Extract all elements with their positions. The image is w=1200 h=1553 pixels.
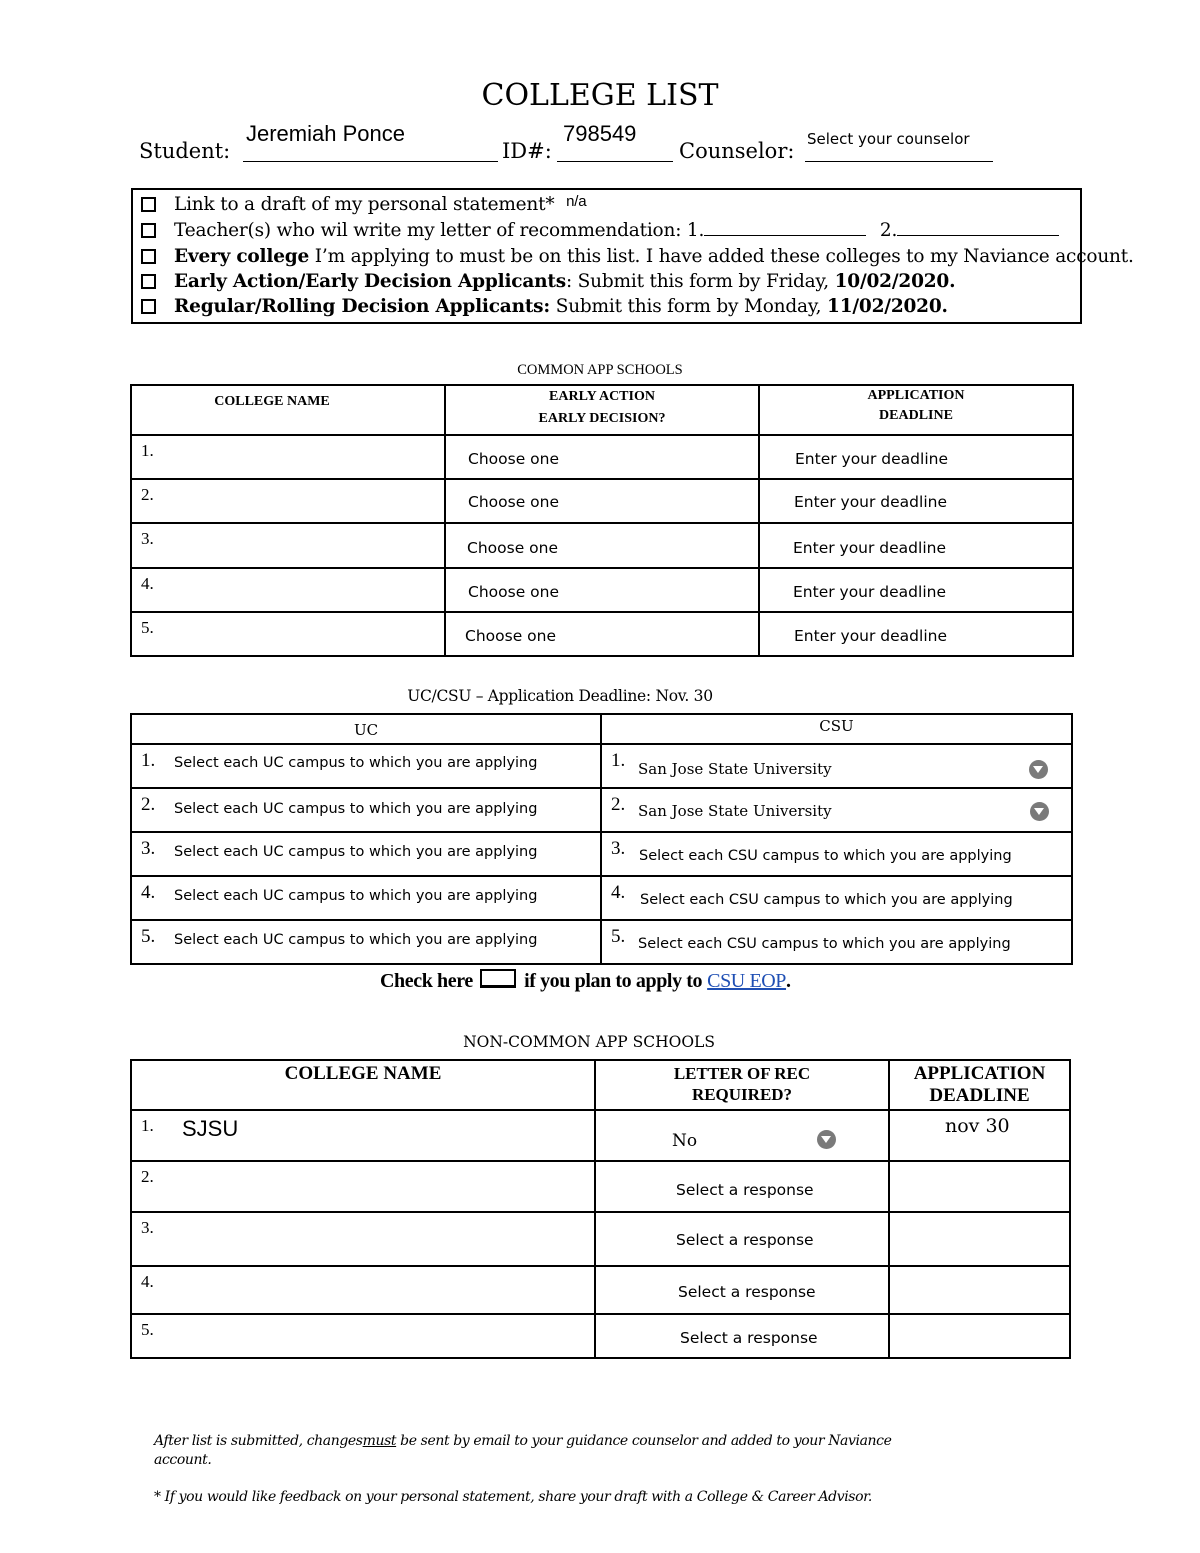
teachers-label: Teacher(s) who wil write my letter of recommendation: (174, 220, 682, 241)
teacher2-field[interactable] (897, 235, 1059, 236)
uc-campus-select[interactable]: Select each UC campus to which you are applying (174, 755, 538, 771)
chevron-down-icon[interactable] (1029, 760, 1048, 779)
table-row (131, 612, 1073, 656)
col-deadline-line2: DEADLINE (879, 408, 953, 423)
row-number: 2. (611, 794, 626, 815)
row-number: 1. (141, 441, 154, 460)
letter-select[interactable]: Select a response (680, 1329, 818, 1347)
non-common-title: NON-COMMON APP SCHOOLS (463, 1033, 715, 1051)
deadline-cell[interactable] (759, 479, 1073, 523)
uc-csu-table (130, 713, 1073, 965)
col-deadline-line1: APPLICATION (913, 1063, 1046, 1084)
deadline-input[interactable]: Enter your deadline (794, 493, 947, 511)
col-deadline-line1: APPLICATION (867, 388, 965, 403)
non-common-table (130, 1059, 1071, 1359)
row-number: 4. (141, 574, 154, 593)
table-header-row (131, 1060, 1070, 1110)
col-deadline (889, 1060, 1070, 1110)
row-number: 1. (141, 1116, 154, 1135)
letter-cell[interactable] (595, 1266, 889, 1314)
row-number: 5. (141, 618, 154, 637)
teacher1-field[interactable] (704, 235, 866, 236)
uc-campus-select[interactable]: Select each UC campus to which you are applying (174, 888, 538, 904)
csu-cell[interactable] (601, 832, 1072, 876)
student-underline (243, 161, 498, 162)
early-cell[interactable] (445, 523, 759, 568)
college-name-input[interactable]: SJSU (182, 1116, 239, 1141)
every-college-label: I’m applying to must be on this list. I have added these colleges to my Naviance account. (314, 246, 1134, 267)
deadline-cell[interactable] (759, 435, 1073, 479)
page-title: COLLEGE LIST (481, 78, 719, 113)
uc-csu-title: UC/CSU – Application Deadline: Nov. 30 (407, 687, 713, 705)
csu-cell[interactable] (601, 876, 1072, 920)
letter-select[interactable]: No (672, 1131, 698, 1151)
early-select[interactable]: Choose one (468, 450, 559, 468)
table-row (131, 876, 1072, 920)
common-app-title: COMMON APP SCHOOLS (517, 362, 683, 378)
college-name-cell[interactable] (131, 1212, 595, 1266)
every-college-bold: Every college (174, 246, 310, 267)
statement-checkbox[interactable] (141, 197, 156, 212)
regular-checkbox[interactable] (141, 299, 156, 314)
college-name-cell[interactable] (131, 1110, 595, 1161)
teacher2-label: 2. (879, 220, 898, 241)
chevron-down-icon[interactable] (1030, 802, 1049, 821)
college-name-cell[interactable] (131, 435, 445, 479)
regular-bold: Regular/Rolling Decision Applicants: (174, 296, 551, 317)
letter-cell[interactable] (595, 1110, 889, 1161)
id-underline (557, 161, 673, 162)
csu-cell[interactable] (601, 744, 1072, 788)
checklist-item-teachers (141, 220, 1059, 241)
college-name-cell[interactable] (131, 479, 445, 523)
teachers-checkbox[interactable] (141, 223, 156, 238)
deadline-cell[interactable] (889, 1161, 1070, 1212)
early-cell[interactable] (445, 612, 759, 656)
early-select[interactable]: Choose one (465, 627, 556, 645)
eop-line (380, 969, 791, 993)
col-early-line1: EARLY ACTION (549, 389, 655, 404)
eop-suffix: . (786, 970, 791, 992)
letter-cell[interactable] (595, 1212, 889, 1266)
early-select[interactable]: Choose one (468, 493, 559, 511)
row-number: 3. (611, 838, 626, 859)
early-cell[interactable] (445, 435, 759, 479)
chevron-down-icon[interactable] (817, 1130, 836, 1149)
uc-cell[interactable] (131, 788, 601, 832)
col-letter (595, 1060, 889, 1110)
table-row (131, 435, 1073, 479)
statement-link-field[interactable]: n/a (566, 193, 587, 210)
table-row (131, 1266, 1070, 1314)
deadline-cell[interactable] (889, 1110, 1070, 1161)
eop-prefix: Check here (380, 970, 473, 992)
college-name-cell[interactable] (131, 1161, 595, 1212)
letter-cell[interactable] (595, 1161, 889, 1212)
table-row (131, 568, 1073, 612)
counselor-underline (805, 161, 993, 162)
college-name-cell[interactable] (131, 1314, 595, 1358)
row-number: 2. (141, 485, 154, 504)
table-row (131, 523, 1073, 568)
note-part-a: After list is submitted, changes (154, 1433, 363, 1449)
row-number: 4. (141, 1272, 154, 1291)
row-number: 5. (611, 926, 626, 947)
table-header-row (131, 385, 1073, 435)
letter-select[interactable]: Select a response (676, 1231, 814, 1249)
eop-checkbox[interactable] (480, 969, 516, 988)
col-college-name: COLLEGE NAME (131, 1060, 595, 1110)
note-part-b: be sent by email to your guidance counselor and added to your Naviance (396, 1433, 892, 1449)
deadline-input[interactable]: Enter your deadline (793, 539, 946, 557)
table-row (131, 788, 1072, 832)
csu-campus-select[interactable]: Select each CSU campus to which you are applying (638, 936, 1011, 952)
uc-campus-select[interactable]: Select each UC campus to which you are applying (174, 932, 538, 948)
table-row (131, 832, 1072, 876)
early-cell[interactable] (445, 479, 759, 523)
table-row (131, 920, 1072, 964)
letter-select[interactable]: Select a response (676, 1181, 814, 1199)
student-name-field[interactable]: Jeremiah Ponce (246, 121, 405, 146)
checklist-item-regular (141, 296, 948, 317)
note-part-c: account. (154, 1452, 212, 1468)
college-name-cell[interactable] (131, 612, 445, 656)
row-number: 1. (611, 750, 626, 771)
early-checkbox[interactable] (141, 274, 156, 289)
footer-note-changes (154, 1432, 954, 1470)
uc-cell[interactable] (131, 920, 601, 964)
requirements-checklist (131, 188, 1134, 324)
col-letter-line2: REQUIRED? (691, 1085, 793, 1104)
checklist-item-early (141, 271, 955, 292)
col-early-line2: EARLY DECISION? (538, 411, 666, 426)
early-cell[interactable] (445, 568, 759, 612)
col-deadline (759, 385, 1073, 435)
id-field[interactable]: 798549 (563, 121, 637, 146)
deadline-cell[interactable] (759, 568, 1073, 612)
uc-campus-select[interactable]: Select each UC campus to which you are applying (174, 801, 538, 817)
table-row (131, 479, 1073, 523)
early-select[interactable]: Choose one (468, 583, 559, 601)
note-must: must (362, 1433, 397, 1449)
deadline-cell[interactable] (889, 1212, 1070, 1266)
eop-mid: if you plan to apply to (524, 970, 703, 992)
student-label: Student: (139, 139, 231, 163)
college-name-cell[interactable] (131, 1266, 595, 1314)
row-number: 4. (611, 882, 626, 903)
deadline-input[interactable]: nov 30 (945, 1115, 1010, 1137)
deadline-cell[interactable] (889, 1266, 1070, 1314)
row-number: 3. (141, 529, 154, 548)
letter-cell[interactable] (595, 1314, 889, 1358)
early-label: : Submit this form by Friday, (565, 271, 829, 292)
uc-header: UC (131, 714, 601, 744)
deadline-input[interactable]: Enter your deadline (793, 583, 946, 601)
col-early (445, 385, 759, 435)
uc-cell[interactable] (131, 744, 601, 788)
early-date: 10/02/2020. (834, 271, 956, 292)
row-number: 5. (141, 926, 156, 947)
counselor-select[interactable]: Select your counselor (807, 130, 970, 148)
footer-note-statement: * If you would like feedback on your personal statement, share your draft with a College & Career Advisor. (154, 1489, 872, 1505)
letter-select[interactable]: Select a response (678, 1283, 816, 1301)
regular-label: Submit this form by Monday, (555, 296, 822, 317)
table-row (131, 1110, 1070, 1161)
col-deadline-line2: DEADLINE (929, 1085, 1030, 1106)
row-number: 5. (141, 1320, 154, 1339)
row-number: 2. (141, 794, 156, 815)
row-number: 3. (141, 1218, 154, 1237)
college-name-cell[interactable] (131, 568, 445, 612)
every-college-checkbox[interactable] (141, 249, 156, 264)
csu-campus-select[interactable]: San Jose State University (638, 760, 832, 778)
early-bold: Early Action/Early Decision Applicants (174, 271, 566, 292)
table-row (131, 1212, 1070, 1266)
csu-campus-select[interactable]: Select each CSU campus to which you are applying (640, 892, 1013, 908)
deadline-input[interactable]: Enter your deadline (795, 450, 948, 468)
checklist-item-every-college (141, 246, 1134, 267)
csu-header: CSU (601, 714, 1072, 744)
deadline-cell[interactable] (889, 1314, 1070, 1358)
statement-label: Link to a draft of my personal statement* (174, 194, 555, 215)
regular-date: 11/02/2020. (827, 296, 948, 317)
checklist-item-statement (141, 194, 586, 215)
uc-campus-select[interactable]: Select each UC campus to which you are applying (174, 844, 538, 860)
uc-cell[interactable] (131, 876, 601, 920)
deadline-input[interactable]: Enter your deadline (794, 627, 947, 645)
csu-eop-link[interactable]: CSU EOP (707, 970, 787, 992)
counselor-label: Counselor: (679, 139, 795, 163)
row-number: 4. (141, 882, 156, 903)
id-label: ID#: (502, 139, 552, 163)
row-number: 3. (141, 838, 156, 859)
table-row (131, 1314, 1070, 1358)
teacher1-label: 1. (686, 220, 705, 241)
table-row (131, 744, 1072, 788)
common-app-table (130, 384, 1074, 657)
csu-cell[interactable] (601, 788, 1072, 832)
uc-cell[interactable] (131, 832, 601, 876)
csu-campus-select[interactable]: Select each CSU campus to which you are applying (639, 848, 1012, 864)
row-number: 2. (141, 1167, 154, 1186)
row-number: 1. (141, 750, 156, 771)
col-letter-line1: LETTER OF REC (673, 1064, 811, 1083)
csu-cell[interactable] (601, 920, 1072, 964)
early-select[interactable]: Choose one (467, 539, 558, 557)
table-row (131, 1161, 1070, 1212)
deadline-cell[interactable] (759, 523, 1073, 568)
deadline-cell[interactable] (759, 612, 1073, 656)
table-header-row (131, 714, 1072, 744)
college-name-cell[interactable] (131, 523, 445, 568)
col-college-name: COLLEGE NAME (131, 385, 445, 435)
csu-campus-select[interactable]: San Jose State University (638, 802, 832, 820)
